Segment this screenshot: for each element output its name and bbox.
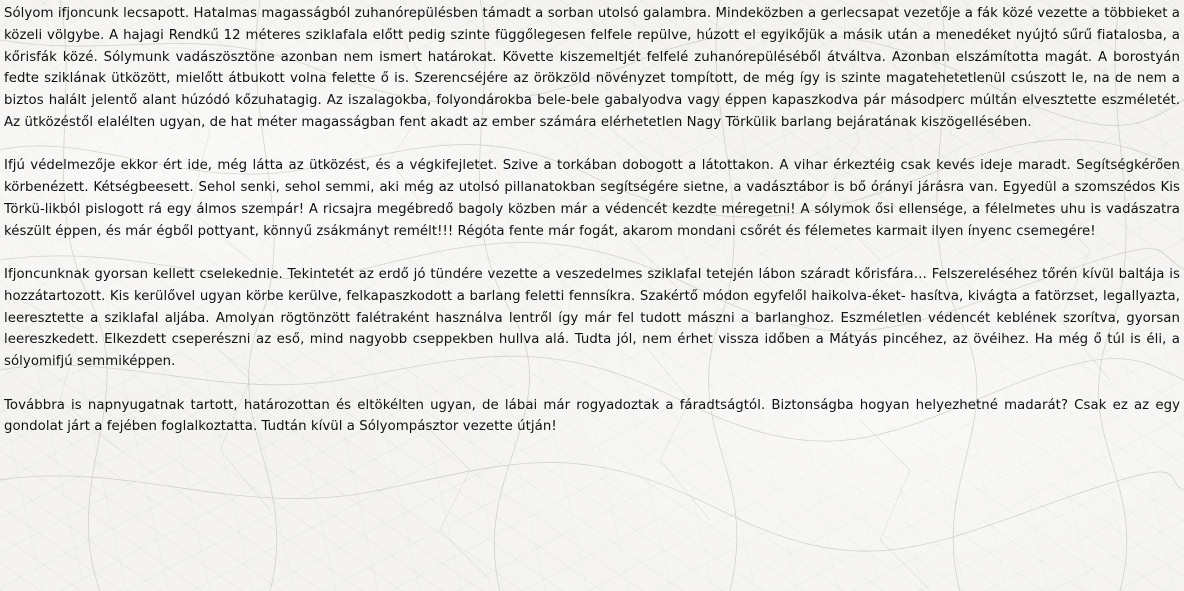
paragraph: Ifjoncunknak gyorsan kellett cselekednie. Tekintetét az erdő jó tündére vezette a veszedelmes sziklafal tetején lábon száradt kőrisfára… Felszereléséhez tőrén kívül baltája is hozzátartozott. Kis kerülővel ugyan körbe kerülve, felkapaszkodott a barlang feletti fennsíkra. Szakértő módon egyfelől haikolva-éket- hasítva, kivágta a fatörzset, legallyazta, leeresztette a sziklafal aljába. Amolyan rögtönzött falétraként használva lentről így már fel tudott mászni a barlanghoz. Eszméletlen védencét keblének szorítva, gyorsan leereszkedett. Elkezdett cseperészni az eső, mind nagyobb cseppekben hullva alá. Tudta jól, nem érhet vissza időben a Mátyás pincéhez, az övéihez. Ha még ő túl is éli, a sólyomifjú semmiképpen. [4,267,1180,369]
paragraph: Továbbra is napnyugatnak tartott, határozottan és eltökélten ugyan, de lábai már rogyadoztak a fáradtságtól. Biztonságba hogyan helyezhetné madarát? Csak ez az egy gondolat járt a fejében foglalkoztatta. Tudtán kívül a Sólyompásztor vezette útján! [4,397,1180,435]
story-text [4,3,1180,438]
paragraph: Sólyom ifjoncunk lecsapott. Hatalmas magasságból zuhanórepülésben támadt a sorban utolsó galambra. Mindeközben a gerlecsapat vezetője a fák közé vezette a többieket a közeli völgybe. A hajagi Rendkű 12 méteres sziklafala előtt pedig szinte függőlegesen felfele repülve, húzott el egyikőjük a másik után a menedéket nyújtó sűrű fiatalosba, a kőrisfák közé. Sólymunk vadászösztöne azonban nem ismert határokat. Követte kiszemeltjét felfelé zuhanórepüléséből átváltva. Azonban elszámította magát. A borostyán fedte sziklának ütközött, mielőtt átbukott volna felette ő is. Szerencséjére az örökzöld növényzet tompított, de még így is szinte magatehetetlenül csúszott le, na de nem a biztos halált jelentő alant húzódó kőzuhatagig. Az iszalagokba, folyondárokba bele-bele gabalyodva vagy éppen kapaszkodva pár másodperc múltán elvesztette eszméletét. Az ütközéstől elalélten ugyan, de hat méter magasságban fent akadt az ember számára elérhetetlen Nagy Törkülik barlang bejáratának kiszögellésében. [4,6,1180,130]
paragraph: Ifjú védelmezője ekkor ért ide, még látta az ütközést, és a végkifejletet. Szive a torkában dobogott a látottakon. A vihar érkeztéig csak kevés ideje maradt. Segítségkérően körbenézett. Kétségbeesett. Sehol senki, sehol semmi, aki még az utolsó pillanatokban segítségére sietne, a vadásztábor is bő órányi járásra van. Egyedül a szomszédos Kis Törkü-likból pislogott rá egy álmos szempár! A ricsajra megébredő bagoly közben már a védencét kezdte méregetni! A sólymok ősi ellensége, a félelmetes uhu is vadászatra készült éppen, és már égből pottyant, könnyű zsákmányt remélt!!! Régóta fente már fogát, akarom mondani csőrét és félemetes karmait ilyen ínyenc csemegére! [4,158,1180,239]
